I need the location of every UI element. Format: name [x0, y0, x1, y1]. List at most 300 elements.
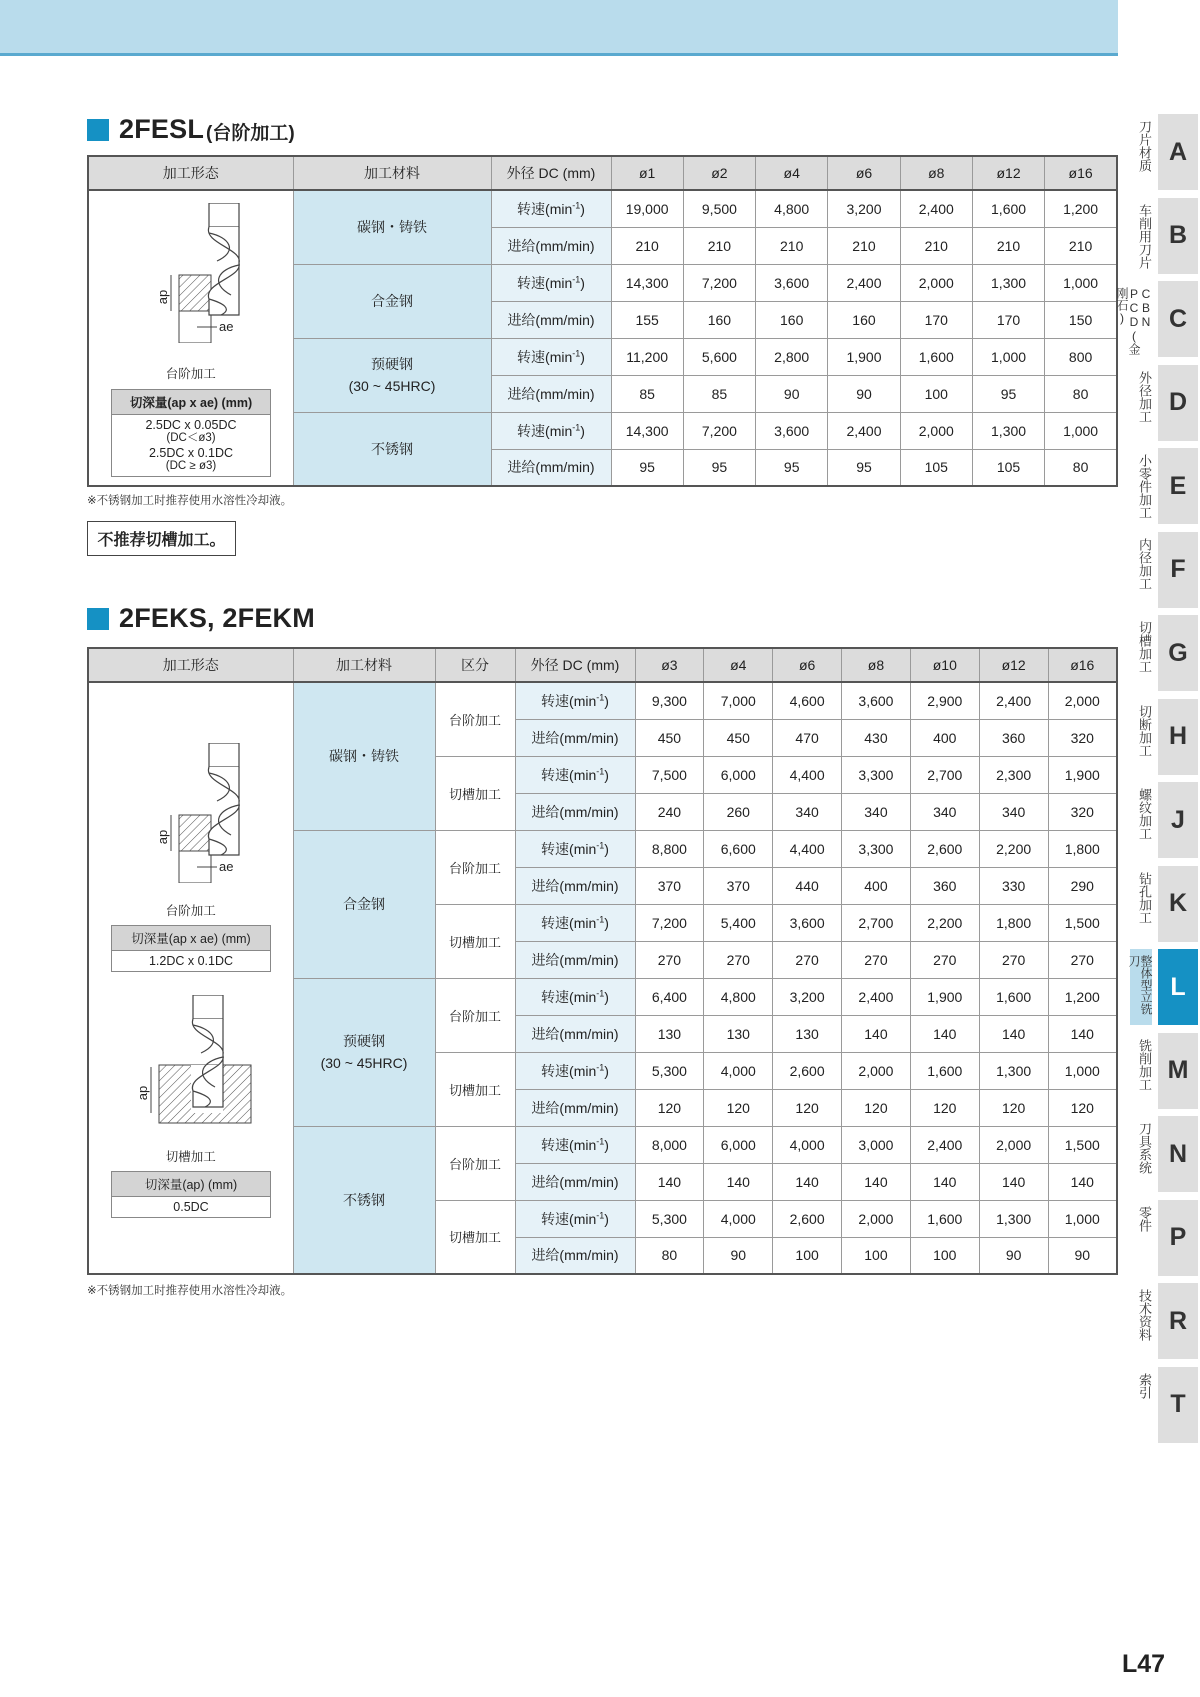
feed-value: 160: [756, 301, 828, 338]
feed-value: 270: [979, 941, 1048, 978]
side-index-letter: R: [1158, 1283, 1198, 1359]
shape-caption: 台阶加工: [165, 367, 216, 381]
feed-value: 270: [773, 941, 842, 978]
speed-value: 1,000: [972, 338, 1044, 375]
side-index-item-b[interactable]: [1130, 198, 1200, 276]
side-index-label: 螺纹加工: [1137, 788, 1152, 840]
speed-value: 14,300: [611, 412, 683, 449]
speed-label-text: 转速(min: [517, 348, 573, 365]
feed-label: 进给(mm/min): [491, 449, 611, 486]
side-index-letter: F: [1158, 532, 1198, 608]
speed-label-text: 转速(min: [517, 274, 573, 291]
side-index-label: 外径加工: [1137, 370, 1152, 423]
speed-value: 2,000: [979, 1126, 1048, 1163]
superscript: -1: [596, 987, 605, 998]
feed-label: 进给(mm/min): [515, 793, 635, 830]
speed-value: 3,300: [842, 756, 911, 793]
side-index-label: 内径加工: [1137, 537, 1152, 590]
header-cell: ø4: [704, 648, 773, 682]
feed-value: 120: [704, 1089, 773, 1126]
speed-value: 3,600: [756, 264, 828, 301]
feed-value: 210: [1045, 227, 1117, 264]
header-cell: ø6: [828, 156, 900, 190]
speed-value: 11,200: [611, 338, 683, 375]
step-diagram: [119, 203, 269, 343]
speed-value: 2,000: [842, 1052, 911, 1089]
feed-value: 130: [704, 1015, 773, 1052]
feed-value: 140: [1048, 1015, 1117, 1052]
machining-shape-cell: [88, 682, 293, 1274]
header-cell: ø1: [611, 156, 683, 190]
feed-value: 270: [910, 941, 979, 978]
speed-value: 1,300: [972, 264, 1044, 301]
superscript: -1: [596, 1209, 605, 1220]
paren: ): [604, 1210, 609, 1227]
feed-value: 210: [756, 227, 828, 264]
feed-value: 140: [704, 1163, 773, 1200]
speed-label-text: 转速(min: [541, 1062, 597, 1079]
side-index-label: 整体型立铣刀: [1130, 949, 1152, 1025]
speed-value: 14,300: [611, 264, 683, 301]
side-index-letter: L: [1158, 949, 1198, 1025]
speed-value: 2,000: [900, 412, 972, 449]
feed-value: 440: [773, 867, 842, 904]
speed-label-text: 转速(min: [541, 840, 597, 857]
speed-label-text: 转速(min: [541, 914, 597, 931]
side-index-item-e[interactable]: [1130, 448, 1200, 526]
speed-value: 2,700: [910, 756, 979, 793]
cut-depth-header: 切深量(ap x ae) (mm): [112, 390, 270, 415]
speed-value: 7,200: [635, 904, 704, 941]
feed-value: 130: [773, 1015, 842, 1052]
side-index-letter: E: [1158, 448, 1198, 524]
feed-label: 进给(mm/min): [515, 1163, 635, 1200]
material-name: 合金钢: [371, 292, 413, 309]
speed-label: [515, 978, 635, 1015]
feed-value: 450: [635, 719, 704, 756]
speed-value: 800: [1045, 338, 1117, 375]
speed-value: 3,600: [773, 904, 842, 941]
speed-value: 3,200: [828, 190, 900, 227]
speed-value: 7,500: [635, 756, 704, 793]
speed-value: 4,000: [773, 1126, 842, 1163]
feed-value: 210: [972, 227, 1044, 264]
feed-value: 450: [704, 719, 773, 756]
superscript: -1: [596, 913, 605, 924]
speed-value: 2,200: [979, 830, 1048, 867]
ap-label: ap: [135, 1085, 150, 1101]
speed-value: 1,200: [1048, 978, 1117, 1015]
side-index-label: CBN PCD(金刚石): [1115, 287, 1153, 355]
cut-depth-box: [111, 389, 271, 477]
feed-value: 120: [773, 1089, 842, 1126]
feed-label: 进给(mm/min): [515, 867, 635, 904]
feed-value: 80: [1045, 449, 1117, 486]
paren: ): [604, 914, 609, 931]
superscript: -1: [572, 347, 581, 358]
feed-value: 360: [910, 867, 979, 904]
speed-value: 1,600: [910, 1200, 979, 1237]
speed-value: 6,000: [704, 756, 773, 793]
feed-value: 340: [842, 793, 911, 830]
material-name: 碳钢・铸铁: [329, 748, 399, 765]
feed-value: 80: [1045, 375, 1117, 412]
feed-value: 320: [1048, 719, 1117, 756]
speed-row: [88, 682, 1117, 719]
header-cell: 加工材料: [293, 648, 435, 682]
shape-caption-step: 台阶加工: [165, 904, 216, 918]
operation-cell: 台阶加工: [435, 830, 515, 904]
feed-label: 进给(mm/min): [515, 1237, 635, 1274]
operation-cell: 台阶加工: [435, 978, 515, 1052]
feed-value: 90: [1048, 1237, 1117, 1274]
feed-value: 140: [842, 1015, 911, 1052]
side-index-item-g[interactable]: [1130, 615, 1200, 693]
speed-label: [491, 264, 611, 301]
feed-value: 210: [900, 227, 972, 264]
paren: ): [580, 200, 585, 217]
speed-value: 1,500: [1048, 904, 1117, 941]
feed-value: 140: [842, 1163, 911, 1200]
section1-title: [87, 114, 295, 145]
feed-value: 120: [842, 1089, 911, 1126]
feed-value: 95: [972, 375, 1044, 412]
feed-label: 进给(mm/min): [515, 941, 635, 978]
ap-label: ap: [155, 289, 170, 305]
speed-value: 4,800: [756, 190, 828, 227]
feed-label: 进给(mm/min): [491, 227, 611, 264]
step-diagram: [119, 743, 269, 883]
feed-value: 430: [842, 719, 911, 756]
side-index-item-m[interactable]: [1130, 1033, 1200, 1111]
material-cell: [293, 1126, 435, 1274]
ae-label: ae: [219, 319, 234, 334]
paren: ): [604, 988, 609, 1005]
speed-value: 2,900: [910, 682, 979, 719]
side-index-item-l[interactable]: [1127, 949, 1200, 1027]
feed-value: 155: [611, 301, 683, 338]
side-index-label: 技术资料: [1137, 1289, 1152, 1341]
cut-depth-value: 1.2DC x 0.1DC: [148, 954, 234, 968]
paren: ): [604, 840, 609, 857]
speed-label: [515, 682, 635, 719]
speed-value: 6,400: [635, 978, 704, 1015]
speed-value: 2,400: [828, 264, 900, 301]
speed-value: 7,200: [683, 412, 755, 449]
cut-depth-line: (DC ≥ ø3): [165, 459, 217, 472]
feed-value: 370: [635, 867, 704, 904]
speed-label-text: 转速(min: [541, 766, 597, 783]
paren: ): [580, 274, 585, 291]
header-cell: ø8: [842, 648, 911, 682]
speed-value: 3,300: [842, 830, 911, 867]
speed-label: [515, 1200, 635, 1237]
speed-value: 1,500: [1048, 1126, 1117, 1163]
feed-value: 160: [683, 301, 755, 338]
feed-value: 140: [773, 1163, 842, 1200]
superscript: -1: [596, 765, 605, 776]
section1-title-main: 2FESL: [119, 114, 205, 144]
section2-title-main: 2FEKS, 2FEKM: [119, 603, 315, 633]
feed-value: 120: [910, 1089, 979, 1126]
speed-value: 4,000: [704, 1052, 773, 1089]
feed-value: 95: [611, 449, 683, 486]
side-index-letter: B: [1158, 198, 1198, 274]
speed-value: 2,400: [979, 682, 1048, 719]
section1-table: [87, 155, 1118, 487]
side-index-item-r[interactable]: [1130, 1283, 1200, 1361]
side-index-letter: A: [1158, 114, 1198, 190]
speed-label: [491, 190, 611, 227]
header-cell: ø16: [1045, 156, 1117, 190]
speed-label-text: 转速(min: [517, 200, 573, 217]
speed-value: 3,200: [773, 978, 842, 1015]
speed-value: 1,600: [900, 338, 972, 375]
side-index-letter: M: [1158, 1033, 1198, 1109]
speed-row: [88, 190, 1117, 227]
feed-value: 90: [979, 1237, 1048, 1274]
section1-title-sub: (台阶加工): [206, 123, 295, 144]
speed-value: 1,600: [972, 190, 1044, 227]
feed-value: 290: [1048, 867, 1117, 904]
material-name: 不锈钢: [343, 1191, 385, 1208]
superscript: -1: [572, 200, 581, 211]
speed-value: 1,300: [979, 1052, 1048, 1089]
side-index-letter: N: [1158, 1116, 1198, 1192]
speed-label-text: 转速(min: [517, 422, 573, 439]
speed-value: 5,600: [683, 338, 755, 375]
feed-value: 330: [979, 867, 1048, 904]
page-number: L47: [1122, 1650, 1166, 1678]
speed-label: [515, 1052, 635, 1089]
speed-value: 5,400: [704, 904, 773, 941]
side-index-letter: C: [1158, 281, 1198, 357]
speed-value: 2,600: [773, 1200, 842, 1237]
side-index-item-h[interactable]: [1130, 699, 1200, 777]
feed-value: 90: [704, 1237, 773, 1274]
speed-value: 1,300: [972, 412, 1044, 449]
material-name: 预硬钢: [371, 355, 413, 372]
side-index-item-c[interactable]: [1115, 281, 1200, 359]
side-index-item-k[interactable]: [1130, 866, 1200, 944]
feed-label: 进给(mm/min): [515, 1015, 635, 1052]
header-cell: 加工形态: [88, 648, 293, 682]
speed-value: 2,400: [910, 1126, 979, 1163]
feed-value: 130: [635, 1015, 704, 1052]
side-index-label: 切断加工: [1137, 704, 1152, 757]
material-cell: [293, 412, 491, 486]
material-name: 合金钢: [343, 895, 385, 912]
operation-cell: 切槽加工: [435, 904, 515, 978]
cut-depth-header: 切深量(ap) (mm): [112, 1172, 270, 1197]
side-index-item-a[interactable]: [1130, 114, 1200, 192]
speed-value: 4,000: [704, 1200, 773, 1237]
speed-value: 1,600: [979, 978, 1048, 1015]
side-index-letter: K: [1158, 866, 1198, 942]
cut-depth-box-slot: [111, 1171, 271, 1218]
cut-depth-line: (DC＜ø3): [166, 432, 216, 445]
feed-value: 260: [704, 793, 773, 830]
side-index-item-f[interactable]: [1130, 532, 1200, 610]
side-index-item-p[interactable]: [1130, 1200, 1200, 1278]
feed-value: 360: [979, 719, 1048, 756]
side-index-item-n[interactable]: [1130, 1116, 1200, 1194]
material-name: 碳钢・铸铁: [357, 219, 427, 236]
speed-value: 2,700: [842, 904, 911, 941]
side-index-label: 刀片材质: [1137, 120, 1152, 172]
speed-value: 3,600: [842, 682, 911, 719]
side-index-label: 切槽加工: [1137, 621, 1152, 673]
paren: ): [604, 1136, 609, 1153]
speed-value: 1,000: [1045, 264, 1117, 301]
speed-value: 4,800: [704, 978, 773, 1015]
speed-value: 2,600: [910, 830, 979, 867]
feed-value: 90: [828, 375, 900, 412]
side-index-label: 刀具系统: [1137, 1122, 1152, 1174]
speed-value: 1,900: [910, 978, 979, 1015]
feed-value: 170: [972, 301, 1044, 338]
feed-value: 105: [972, 449, 1044, 486]
side-index-label: 小零件加工: [1137, 454, 1152, 519]
feed-value: 270: [635, 941, 704, 978]
header-cell: 外径 DC (mm): [515, 648, 635, 682]
superscript: -1: [596, 1135, 605, 1146]
header-cell: ø4: [756, 156, 828, 190]
side-index-item-j[interactable]: [1130, 782, 1200, 860]
shape-wrap: [89, 683, 293, 1273]
side-index-letter: H: [1158, 699, 1198, 775]
feed-value: 160: [828, 301, 900, 338]
material-cell: [293, 264, 491, 338]
material-cell: [293, 682, 435, 830]
speed-value: 1,600: [910, 1052, 979, 1089]
feed-value: 140: [635, 1163, 704, 1200]
cut-depth-values: [112, 415, 270, 476]
speed-value: 3,600: [756, 412, 828, 449]
feed-value: 400: [910, 719, 979, 756]
speed-value: 1,300: [979, 1200, 1048, 1237]
paren: ): [604, 766, 609, 783]
ae-label: ae: [219, 859, 234, 874]
header-cell: ø6: [773, 648, 842, 682]
feed-value: 140: [979, 1015, 1048, 1052]
speed-label: [491, 412, 611, 449]
speed-value: 7,200: [683, 264, 755, 301]
title-square-icon: [87, 119, 109, 141]
feed-value: 120: [979, 1089, 1048, 1126]
operation-cell: 切槽加工: [435, 1052, 515, 1126]
speed-value: 1,000: [1045, 412, 1117, 449]
side-index-label: 车削用刀片: [1137, 203, 1152, 269]
feed-value: 320: [1048, 793, 1117, 830]
operation-cell: 台阶加工: [435, 682, 515, 756]
speed-value: 6,600: [704, 830, 773, 867]
speed-value: 19,000: [611, 190, 683, 227]
speed-value: 5,300: [635, 1052, 704, 1089]
speed-value: 3,000: [842, 1126, 911, 1163]
operation-cell: 切槽加工: [435, 756, 515, 830]
no-slotting-notice: 不推荐切槽加工。: [87, 521, 236, 556]
material-hardness: (30 ~ 45HRC): [348, 378, 436, 394]
side-index-item-t[interactable]: [1130, 1367, 1200, 1445]
speed-value: 4,400: [773, 756, 842, 793]
speed-label: [515, 830, 635, 867]
header-cell: 区分: [435, 648, 515, 682]
speed-value: 9,300: [635, 682, 704, 719]
cut-depth-header: 切深量(ap x ae) (mm): [112, 926, 270, 951]
speed-value: 1,900: [828, 338, 900, 375]
speed-label-text: 转速(min: [541, 1210, 597, 1227]
title-square-icon: [87, 608, 109, 630]
superscript: -1: [596, 692, 605, 703]
header-cell: ø8: [900, 156, 972, 190]
speed-value: 1,000: [1048, 1200, 1117, 1237]
speed-label-text: 转速(min: [541, 988, 597, 1005]
material-name: 不锈钢: [371, 440, 413, 457]
feed-value: 140: [1048, 1163, 1117, 1200]
speed-value: 4,600: [773, 682, 842, 719]
feed-value: 95: [756, 449, 828, 486]
slotting-diagram: [109, 995, 259, 1135]
cut-depth-line: 2.5DC x 0.05DC: [145, 418, 237, 432]
shape-wrap: [89, 191, 293, 481]
section1-note: ※不锈钢加工时推荐使用水溶性冷却液。: [87, 495, 293, 507]
feed-value: 100: [900, 375, 972, 412]
feed-label: 进给(mm/min): [515, 1089, 635, 1126]
superscript: -1: [572, 273, 581, 284]
feed-value: 240: [635, 793, 704, 830]
feed-value: 120: [635, 1089, 704, 1126]
material-cell: [293, 338, 491, 412]
feed-value: 270: [1048, 941, 1117, 978]
feed-value: 210: [683, 227, 755, 264]
side-index-item-d[interactable]: [1130, 365, 1200, 443]
feed-value: 120: [1048, 1089, 1117, 1126]
operation-cell: 切槽加工: [435, 1200, 515, 1274]
superscript: -1: [596, 1061, 605, 1072]
feed-value: 105: [900, 449, 972, 486]
feed-value: 400: [842, 867, 911, 904]
paren: ): [580, 348, 585, 365]
section2-note: ※不锈钢加工时推荐使用水溶性冷却液。: [87, 1285, 293, 1297]
side-index-letter: G: [1158, 615, 1198, 691]
section2-table: [87, 647, 1118, 1275]
feed-value: 170: [900, 301, 972, 338]
header-cell: ø16: [1048, 648, 1117, 682]
material-hardness: (30 ~ 45HRC): [320, 1055, 408, 1071]
feed-value: 80: [635, 1237, 704, 1274]
feed-value: 150: [1045, 301, 1117, 338]
side-index-label: 索引: [1137, 1372, 1152, 1399]
feed-value: 140: [979, 1163, 1048, 1200]
feed-value: 470: [773, 719, 842, 756]
feed-value: 370: [704, 867, 773, 904]
speed-value: 2,800: [756, 338, 828, 375]
speed-value: 9,500: [683, 190, 755, 227]
top-band: [0, 0, 1118, 56]
speed-label: [491, 338, 611, 375]
header-cell: 外径 DC (mm): [491, 156, 611, 190]
feed-value: 140: [910, 1163, 979, 1200]
paren: ): [604, 1062, 609, 1079]
header-cell: 加工材料: [293, 156, 491, 190]
speed-value: 1,000: [1048, 1052, 1117, 1089]
speed-label: [515, 1126, 635, 1163]
feed-value: 100: [910, 1237, 979, 1274]
speed-value: 8,000: [635, 1126, 704, 1163]
superscript: -1: [572, 421, 581, 432]
side-index-label: 钻孔加工: [1137, 871, 1152, 924]
